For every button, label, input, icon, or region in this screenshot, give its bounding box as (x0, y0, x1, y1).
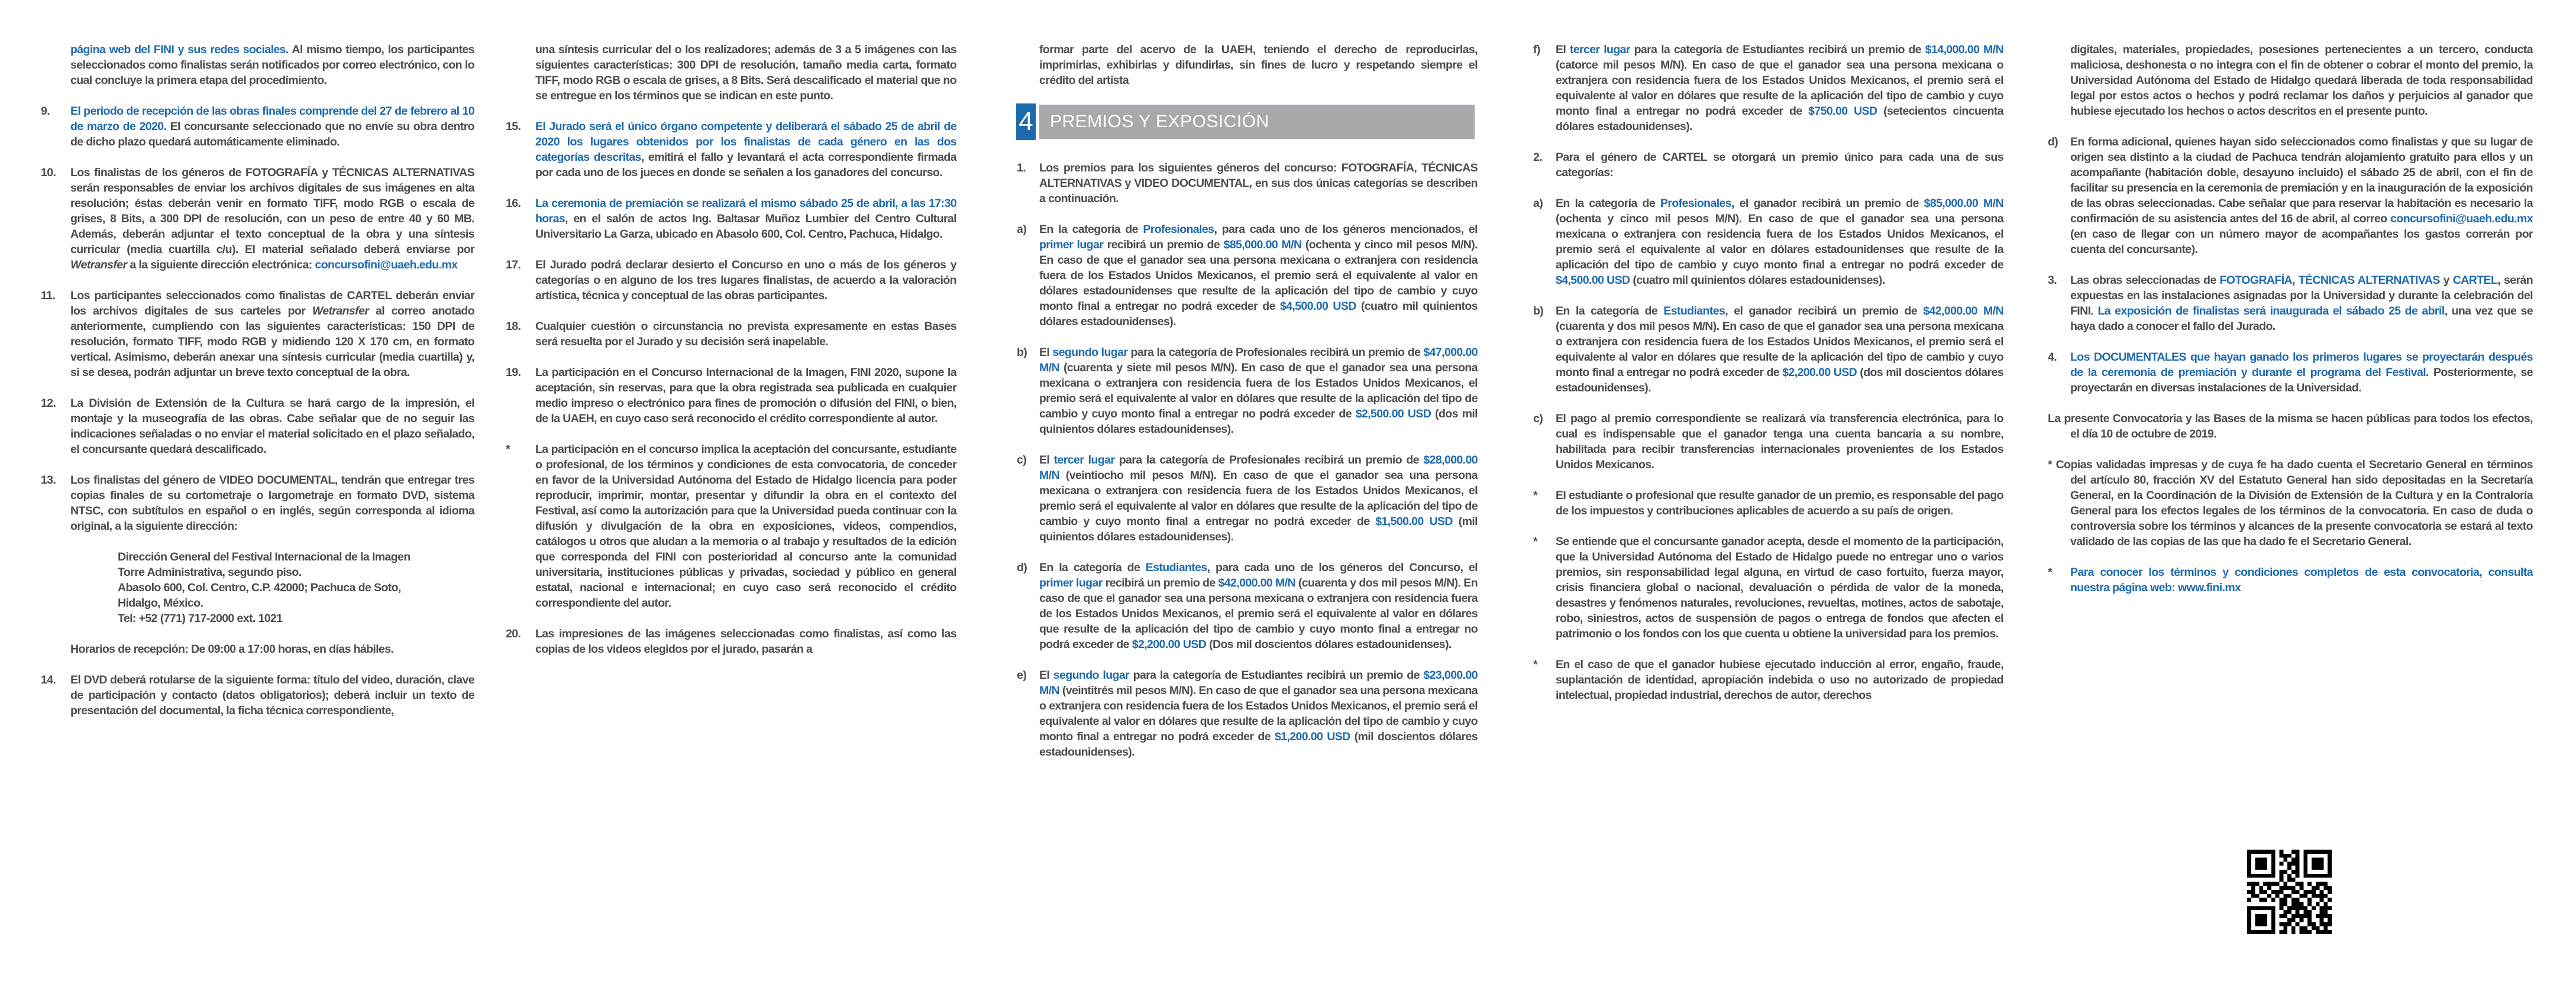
body-text: a la siguiente dirección electrónica: (127, 258, 315, 271)
body-text: , para cada uno de los géneros del Concurso, el (1207, 561, 1478, 574)
body-text: En la categoría de (1039, 223, 1143, 236)
highlight-text: segundo lugar (1053, 669, 1130, 682)
body-text: Posteriormente, se proyectarán en diversas instalaciones de la Universidad. (2070, 366, 2533, 394)
body-text: , una vez que se haya dado a conocer el fallo del Jurado. (2070, 304, 2533, 333)
list-marker: c) (1533, 412, 1543, 425)
highlight-text: primer lugar (1039, 576, 1103, 589)
highlight-text: página web del FINI y sus redes sociales. (70, 43, 289, 56)
highlight-text: La exposición de finalistas será inaugurada el sábado 25 de abril (2097, 304, 2445, 318)
list-marker: d) (1017, 561, 1027, 574)
body-text: * Copias validadas impresas y de cuya fe ha dado cuenta el Secretario General en términos del artículo 80, fracción XV del Estatuto General han sido depositadas en la Secretaría General, en la Coordinación de la División de Extensión de la Cultura y en la Contraloría General para los efectos legales de los términos de la convocatoria. En caso de duda o controversia sobre los términos y alcances de la presente convocatoria se estará al texto validado de las copias de las que ha dado fe el Secretario General. (2048, 458, 2533, 548)
body-text: (ochenta y cinco mil pesos M/N). En caso de que el ganador sea una persona mexicana o extranjera con residencia fuera de los Estados Unidos Mexicanos, el premio será el equivalente al valor en dólares estadounidenses que resulte de la aplicación del tipo de cambio y cuyo monto final a entregar no podrá exceder de (1039, 238, 1478, 313)
link-text[interactable]: concursofini@uaeh.edu.mx (2390, 212, 2533, 225)
body-text: En el caso de que el ganador hubiese ejecutado inducción al error, engaño, fraude, suplantación de identidad, apropiación indebida o uso no autorizado de propiedad intelectual, propiedad industrial, derechos de autor, derechos (1556, 658, 2003, 702)
section-number: 4 (1016, 103, 1036, 140)
body-text: (veintiocho mil pesos M/N). En caso de que el ganador sea una persona mexicana o extranjera con residencia fuera de los Estados Unidos Mexicanos, el premio será el equivalente al valor en dólares que resulte de la aplicación del tipo de cambio y cuyo monto final a entregar no podrá exceder de (1039, 469, 1478, 528)
section-header (1016, 103, 1478, 140)
body-text: Se entiende que el concursante ganador acepta, desde el momento de la participación, que la Universidad Autónoma del Estado de Hidalgo puede no entregar uno o varios premios, sin responsabilidad legal alguna, en virtud de caso fortuito, fuerza mayor, crisis financiera global o nacional, devaluación o pérdida de valor de la moneda, desastres y fenómenos naturales, revoluciones, revueltas, motines, actos de sabotaje, robo, siniestros, actos de suspensión de pagos o entrega de fondos que afecten el patrimonio o los fondos con los que cuenta u obtiene la universidad para los premios. (1556, 535, 2003, 640)
list-marker: 14. (41, 673, 56, 686)
list-item (70, 42, 474, 88)
address-line: Dirección General del Festival Internacional de la Imagen (118, 550, 411, 563)
list-marker: * (1533, 535, 1537, 548)
postal-address (118, 549, 474, 626)
body-text: y (2439, 274, 2453, 287)
address-line: Torre Administrativa, segundo piso. (118, 566, 302, 579)
list-item (2048, 273, 2533, 334)
list-item (2048, 349, 2533, 396)
body-text: recibirá un premio de (1102, 576, 1218, 589)
body-text: El Jurado podrá declarar desierto el Concurso en uno o más de los géneros y categorías o en alguno de los tres lugares finalistas, de acuerdo a la valoración artística, técnica y conceptual de las obras participantes. (535, 258, 956, 302)
list-item (1017, 560, 1478, 652)
list-marker: 3. (2048, 274, 2057, 287)
list-item (506, 257, 956, 303)
body-text: (Dos mil doscientos dólares estadounidenses). (1206, 638, 1452, 651)
highlight-text: TÉCNICAS ALTERNATIVAS (2298, 274, 2440, 287)
list-item (1533, 150, 2003, 180)
list-marker: c) (1017, 453, 1027, 467)
body-text: Wetransfer (70, 258, 127, 271)
list-marker: b) (1017, 346, 1027, 359)
list-item (70, 642, 474, 657)
list-item (506, 196, 956, 242)
body-text: En la categoría de (1039, 561, 1146, 574)
highlight-text: El Jurado será el único órgano competente y deliberará el sábado 25 de abril de 2020 los lugares obtenidos por los finalistas de cada género en las dos categorías descritas (535, 120, 956, 164)
list-marker: 1. (1017, 161, 1026, 174)
qr-code-icon[interactable] (2247, 850, 2332, 934)
highlight-text: $750.00 USD (1808, 105, 1877, 118)
body-text: (veintitrés mil pesos M/N). En caso de que el ganador sea una persona mexicana o extranjera con residencia fuera de los Estados Unidos Mexicanos, el premio será el equivalente al valor en dólares que resulte de la aplicación del tipo de cambio y cuyo monto final a entregar no podrá exceder de (1039, 684, 1478, 743)
list-marker: 18. (506, 320, 521, 333)
list-marker: 11. (41, 289, 56, 302)
highlight-text: FOTOGRAFÍA (2219, 274, 2293, 287)
list-marker: * (506, 443, 510, 456)
body-text: para la categoría de Profesionales recibirá un premio de (1127, 346, 1424, 359)
list-item (1533, 534, 2003, 642)
list-item (41, 288, 474, 380)
highlight-text: $42,000.00 M/N (1218, 576, 1295, 589)
list-marker: f) (1533, 43, 1540, 56)
highlight-text: $2,200.00 USD (1132, 638, 1207, 651)
address-line: Abasolo 600, Col. Centro, C.P. 42000; Pachuca de Soto, (118, 581, 401, 594)
note-paragraph (2048, 457, 2533, 549)
column-2 (506, 42, 956, 672)
list-marker: 4. (2048, 351, 2057, 364)
body-text: En la categoría de (1556, 304, 1664, 318)
body-text: para la categoría de Profesionales recibirá un premio de (1114, 453, 1424, 467)
list-item (1533, 303, 2003, 396)
body-text: , serán expuestas en las instalaciones asignadas por la Universidad y durante la celebración del FINI. (2070, 274, 2533, 318)
list-item (1017, 345, 1478, 437)
list-marker: 16. (506, 197, 521, 210)
highlight-text: $14,000.00 M/N (1925, 43, 2003, 56)
body-text: Para el género de CARTEL se otorgará un premio único para cada una de sus categorías: (1556, 151, 2003, 179)
list-marker: 20. (506, 627, 521, 640)
body-text: El (1039, 669, 1053, 682)
list-marker: 15. (506, 120, 521, 133)
list-marker: 2. (1533, 151, 1543, 164)
link-text[interactable]: concursofini@uaeh.edu.mx (315, 258, 458, 271)
highlight-text: $2,500.00 USD (1355, 407, 1431, 420)
list-item (506, 442, 956, 611)
body-text: (cuatro mil quinientos dólares estadounidenses). (1630, 274, 1885, 287)
body-text: El pago al premio correspondiente se realizará vía transferencia electrónica, para lo cual es indispensable que el ganador tenga una cuenta bancaria a su nombre, habilitada para recibir transferencias internacionales provenientes de los Estados Unidos Mexicanos. (1556, 412, 2003, 471)
body-text: Los finalistas del género de VIDEO DOCUMENTAL, tendrán que entregar tres copias finales de su cortometraje o largometraje en formato DVD, sistema NTSC, con subtítulos en español o en inglés, según corresponda al idioma original, a la siguiente dirección: (70, 474, 474, 533)
list-marker: 9. (41, 105, 50, 118)
list-item (41, 165, 474, 273)
body-text: para la categoría de Estudiantes recibirá un premio de (1129, 669, 1424, 682)
list-marker: d) (2048, 135, 2058, 148)
list-marker: b) (1533, 304, 1544, 318)
highlight-text: tercer lugar (1569, 43, 1630, 56)
body-text: Los participantes seleccionados como finalistas de CARTEL deberán enviar los archivos digitales de sus carteles por (70, 289, 474, 318)
highlight-text: tercer lugar (1053, 453, 1115, 467)
body-text: La participación en el concurso implica la aceptación del concursante, estudiante o profesional, de los términos y condiciones de esta convocatoria, de conceder en favor de la Universidad Autónoma del Estado de Hidalgo licencia para poder reproducir, imprimir, montar, presentar y difundir la obra en el contexto del Festival, así como la autorización para que la Universidad pueda continuar con la difusión y divulgación de la obra en exposiciones, videos, compendios, catálogos u otros que aludan a la memoria o al trabajo y resultados de la edición que corresponda del FINI con posterioridad al concurso ante la comunidad universitaria, instituciones públicas y privadas, sociedad y público en general estatal, nacional e internacional; en cuyo caso será reconocido el crédito correspondiente del autor. (535, 443, 956, 610)
list-item (1533, 657, 2003, 703)
body-text: una síntesis curricular del o los realizadores; además de 3 a 5 imágenes con las siguientes características: 300 DPI de resolución, tamaño media carta, formato TIFF, modo RGB o escala de grises, a 8 Bits. Será descalificado el material que no se entregue en los términos que se indican en este punto. (535, 43, 956, 102)
address-line: Tel: +52 (771) 717-2000 ext. 1021 (118, 612, 283, 625)
body-text: (cuarenta y siete mil pesos M/N). En caso de que el ganador sea una persona mexicana o extranjera con residencia fuera de los Estados Unidos Mexicanos, el premio será el equivalente al valor en dólares que resulte de la aplicación del tipo de cambio y cuyo monto final a entregar no podrá exceder de (1039, 361, 1478, 420)
body-text: El (1556, 43, 1570, 56)
body-text: (catorce mil pesos M/N). En caso de que el ganador sea una persona mexicana o extranjera con residencia fuera de los Estados Unidos Mexicanos, el premio será el equivalente al valor en dólares que resulte de la aplicación del tipo de cambio y cuyo monto final a entregar no podrá exceder de (1556, 59, 2003, 118)
body-text: El concursante seleccionado que no envíe su obra dentro de dicho plazo quedará automáticamente eliminado. (70, 120, 474, 148)
highlight-text: $4,500.00 USD (1279, 300, 1356, 313)
list-item (2048, 134, 2533, 257)
body-text: Horarios de recepción: De 09:00 a 17:00 horas, en días hábiles. (70, 643, 394, 656)
list-item (1017, 222, 1478, 329)
list-item (1533, 42, 2003, 134)
list-marker: 12. (41, 397, 56, 410)
list-item (41, 396, 474, 457)
list-marker: a) (1533, 197, 1543, 210)
body-text: En la categoría de (1556, 197, 1660, 210)
highlight-text: $23,000.00 M/N (1039, 669, 1478, 697)
body-text: , el ganador recibirá un premio de (1725, 304, 1924, 318)
list-item (1533, 196, 2003, 288)
list-item (506, 319, 956, 349)
column-4 (1533, 42, 2003, 718)
body-text: Los premios para los siguientes géneros del concurso: FOTOGRAFÍA, TÉCNICAS ALTERNATIVAS y VIDEO DOCUMENTAL, en sus dos únicas categorías se describen a continuación. (1039, 161, 1478, 205)
address-line: Hidalgo, México. (118, 597, 203, 610)
list-marker: 17. (506, 258, 521, 271)
list-item (1533, 411, 2003, 472)
body-text: (en caso de llegar con un número mayor de acompañantes los gastos correrán por cuenta del concursante). (2070, 228, 2533, 256)
body-text: , en el salón de actos Ing. Baltasar Muñoz Lumbier del Centro Cultural Universitario La Garza, ubicado en Abasolo 600, Col. Centro, Pachuca, Hidalgo. (535, 212, 956, 241)
list-item (41, 672, 474, 718)
body-text: Wetransfer (312, 304, 369, 318)
highlight-text: $2,200.00 USD (1782, 366, 1857, 379)
body-text: (dos mil doscientos dólares estadounidenses). (1556, 366, 2003, 394)
body-text: Los finalistas de los géneros de FOTOGRAFÍA y TÉCNICAS ALTERNATIVAS serán responsables de enviar los archivos digitales de sus imágenes en alta resolución; éstas deberán venir en formato TIFF, modo RGB o escala de grises, 8 Bits, a 300 DPI de resolución, con un peso de entre 40 y 60 MB. Además, deberán adjuntar el texto conceptual de la obra y una síntesis curricular (media cuartilla c/u). El material señalado deberá enviarse por (70, 166, 474, 256)
body-text: , para cada uno de los géneros mencionados, el (1214, 223, 1478, 236)
column-5 (2048, 42, 2533, 611)
highlight-text: Estudiantes (1663, 304, 1725, 318)
column-3 (1017, 42, 1478, 775)
highlight-text: $85,000.00 M/N (1924, 197, 2003, 210)
list-marker: * (2048, 566, 2052, 579)
list-item (506, 365, 956, 426)
body-text: La participación en el Concurso Internacional de la Imagen, FINI 2020, supone la aceptación, sin reservas, para que la obra registrada sea publicada en cualquier medio impreso o electrónico para fines de promoción o difusión del FINI, o bien, de la UAEH, en cuyo caso será reconocido el crédito correspondiente al autor. (535, 366, 956, 425)
highlight-text: Los DOCUMENTALES que hayan ganado los primeros lugares se proyectarán después de la ceremonia de premiación y durante el programa del Festival. (2070, 351, 2533, 379)
body-text: El (1039, 346, 1053, 359)
body-text: al correo anotado anteriormente, cumpliendo con las siguientes características: 150 DPI de resolución, formato TIFF, modo RGB y midiendo 120 X 170 cm, en formato vertical. Asimismo, deberán anexar una síntesis curricular (media cuartilla) y, si se desea, podrán adjuntar un breve texto conceptual de la obra. (70, 304, 474, 379)
body-text: para la categoría de Estudiantes recibirá un premio de (1630, 43, 1925, 56)
body-text: (mil doscientos dólares estadounidenses). (1039, 730, 1478, 759)
list-marker: * (1533, 658, 1537, 671)
highlight-text: Profesionales (1660, 197, 1732, 210)
body-text: (mil quinientos dólares estadounidenses). (1039, 515, 1478, 543)
highlight-text: $42,000.00 M/N (1923, 304, 2003, 318)
list-marker: 13. (41, 474, 56, 487)
body-text: La presente Convocatoria y las Bases de la misma se hacen públicas para todos los efectos, el día 10 de octubre de 2019. (2048, 412, 2533, 440)
body-text: Cualquier cuestión o circunstancia no prevista expresamente en estas Bases será resuelta por el Jurado y su decisión será inapelable. (535, 320, 956, 348)
highlight-text: $85,000.00 M/N (1223, 238, 1302, 251)
highlight-text: $1,500.00 USD (1375, 515, 1453, 528)
section-title: PREMIOS Y EXPOSICIÓN (1039, 105, 1475, 139)
highlight-text: $28,000.00 M/N (1039, 453, 1478, 482)
body-text: Las impresiones de las imágenes seleccionadas como finalistas, así como las copias de los videos elegidos por el jurado, pasarán a (535, 627, 956, 656)
body-text: El DVD deberá rotularse de la siguiente forma: título del video, duración, clave de participación y contacto (datos obligatorios); deberá incluir un texto de presentación del documental, la ficha técnica correspondiente, (70, 673, 474, 717)
list-item (41, 103, 474, 150)
body-text: El estudiante o profesional que resulte ganador de un premio, es responsable del pago de los impuestos y contribuciones aplicables de acuerdo a su país de origen. (1556, 489, 2003, 517)
highlight-text: CARTEL (2452, 274, 2498, 287)
body-text: (dos mil quinientos dólares estadounidenses). (1039, 407, 1478, 436)
body-text: Las obras seleccionadas de (2070, 274, 2220, 287)
highlight-text: $4,500.00 USD (1556, 274, 1630, 287)
body-text: El (1039, 453, 1054, 467)
highlight-text: $47,000.00 M/N (1039, 346, 1478, 374)
body-text: , el ganador recibirá un premio de (1731, 197, 1924, 210)
body-text: recibirá un premio de (1103, 238, 1224, 251)
body-text: , emitirá el fallo y levantará el acta correspondiente firmada por cada uno de los jueces en donde se señalen a los ganadores del concurso. (535, 151, 956, 179)
list-item (1039, 42, 1478, 88)
body-text: En forma adicional, quienes hayan sido seleccionados como finalistas y que su lugar de origen sea distinto a la ciudad de Pachuca tendrán alojamiento gratuito para ellos y un acompañante (habitación doble, desayuno incluido) el sábado 25 de abril, con el fin de facilitar su presencia en la ceremonia de premiación y en la inauguración de la exposición de las obras seleccionadas. Cabe señalar que para reservar la habitación es necesario la confirmación de su asistencia antes del 16 de abril, al correo (2070, 135, 2533, 225)
body-text: Al mismo tiempo, los participantes seleccionados como finalistas serán notificados por correo electrónico, con lo cual concluye la primera etapa del procedimiento. (70, 43, 474, 87)
list-item (535, 42, 956, 103)
list-marker: a) (1017, 223, 1027, 236)
list-item (506, 626, 956, 657)
link-text[interactable]: Para conocer los términos y condiciones completos de esta convocatoria, consulta nuestra página web: www.fini.mx (2070, 566, 2533, 594)
list-item (1533, 488, 2003, 519)
list-item (1017, 452, 1478, 545)
list-marker: e) (1017, 669, 1027, 682)
list-item (2048, 565, 2533, 595)
highlight-text: La ceremonia de premiación se realizará el mismo sábado 25 de abril, a las 17:30 horas (535, 197, 956, 225)
body-text: , (2292, 274, 2299, 287)
highlight-text: segundo lugar (1052, 346, 1128, 359)
body-text: formar parte del acervo de la UAEH, teniendo el derecho de reproducirlas, imprimirlas, exhibirlas y difundirlas, sin fines de lucro y respetando siempre el crédito del artista (1039, 43, 1478, 87)
body-text: (cuarenta y dos mil pesos M/N). En caso de que el ganador sea una persona mexicana o extranjera con residencia fuera de los Estados Unidos Mexicanos, el premio será el equivalente al valor en dólares que resulte de la aplicación del tipo de cambio y cuyo monto final a entregar no podrá exceder de (1039, 576, 1478, 651)
list-item (1017, 668, 1478, 760)
body-text: (ochenta y cinco mil pesos M/N). En caso de que el ganador sea una persona mexicana o extranjera con residencia fuera de los Estados Unidos Mexicanos, el premio será el equivalente al valor en dólares estadounidenses que resulte de la aplicación del tipo de cambio y cuyo monto final a entregar no podrá exceder de (1556, 212, 2003, 271)
list-item (506, 119, 956, 180)
list-item (41, 472, 474, 534)
highlight-text: primer lugar (1039, 238, 1104, 251)
list-marker: 19. (506, 366, 521, 379)
body-text: La División de Extensión de la Cultura se hará cargo de la impresión, el montaje y la museografía de las obras. Cabe señalar que de no seguir las indicaciones señaladas o no enviar el material solicitado en el plazo señalado, el concursante quedará descalificado. (70, 397, 474, 456)
list-item (1017, 160, 1478, 206)
column-1 (41, 42, 474, 734)
list-marker: 10. (41, 166, 56, 179)
body-text: (cuatro mil quinientos dólares estadounidenses). (1039, 300, 1478, 328)
highlight-text: Estudiantes (1145, 561, 1207, 574)
body-text: (setecientos cincuenta dólares estadounidenses). (1556, 105, 2003, 133)
body-text: (cuarenta y dos mil pesos M/N). En caso de que el ganador sea una persona mexicana o extranjera con residencia fuera de los Estados Unidos Mexicanos, el premio será el equivalente al valor en dólares que resulte de la aplicación del tipo de cambio y cuyo monto final a entregar no podrá exceder de (1556, 320, 2003, 379)
note-paragraph (2048, 411, 2533, 442)
list-item (2070, 42, 2533, 119)
list-marker: * (1533, 489, 1537, 502)
highlight-text: $1,200.00 USD (1274, 730, 1350, 743)
body-text: digitales, materiales, propiedades, posesiones pertenecientes a un tercero, conducta maliciosa, deshonesta o no integra con el fin de obtener o cobrar el monto del premio, la Universidad Autónoma del Estado de Hidalgo quedará liberada de toda responsabilidad legal por estos actos o hechos y podrá reclamar los daños y perjuicios al ganador que hubiese ejecutado los hechos o actos descritos en el presente punto. (2070, 43, 2533, 118)
highlight-text: Profesionales (1143, 223, 1214, 236)
highlight-text: El periodo de recepción de las obras finales comprende del 27 de febrero al 10 de marzo de 2020. (70, 105, 474, 133)
